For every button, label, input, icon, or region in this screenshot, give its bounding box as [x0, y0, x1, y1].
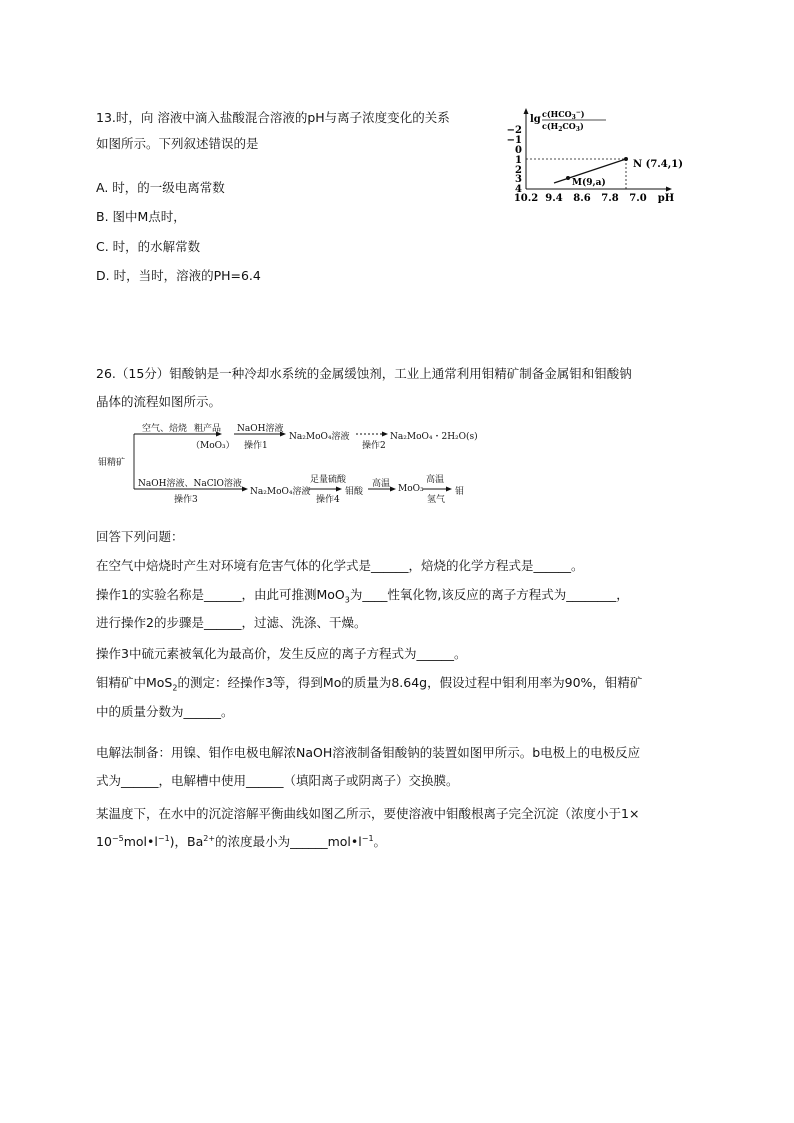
point-m-label: M(9,a)	[572, 178, 606, 188]
ylabel-numerator: $c(HCO_3^-)$	[542, 109, 585, 121]
sub-question-4: 钼精矿中MoS$_2$的测定：经操作3等，得到Mo的质量为8.64g，假设过程中钼利用率为90%，钼精矿	[96, 675, 643, 693]
y-tick-labels	[507, 125, 522, 195]
flow-heat1: 高温	[372, 479, 391, 489]
y-tick: −1	[506, 135, 522, 146]
sub-question-1: 在空气中焙烧时产生对环境有危害气体的化学式是______，焙烧的化学方程式是______。	[96, 558, 584, 573]
flow-acid-label: 足量硫酸	[310, 475, 347, 485]
y-tick: 0	[515, 145, 522, 156]
flow-molyacid: 钼酸	[345, 487, 364, 497]
answer-intro: 回答下列问题：	[96, 529, 184, 544]
q26-stem-line1: 26.（15分）钼酸钠是一种冷却水系统的金属缓蚀剂，工业上通常利用钼精矿制备金属钼和钼酸钠	[96, 366, 632, 381]
x-tick: 8.6	[573, 193, 591, 204]
x-tick: 7.0	[629, 193, 647, 204]
flow-bottom-arrow-label: NaOH溶液、NaClO溶液	[138, 479, 242, 489]
flow-solution1: Na₂MoO₄溶液	[289, 432, 350, 442]
y-tick: −2	[506, 125, 522, 136]
x-tick: 9.4	[545, 193, 563, 204]
flow-ore: 钼精矿	[98, 458, 126, 468]
op2-arrow-head	[382, 432, 388, 437]
flow-op3: 操作3	[174, 495, 198, 505]
ylabel-denominator: $c(H_2CO_3)$	[542, 121, 584, 133]
sub-question-2: 操作1的实验名称是______，由此可推测MoO$_3$为____性氧化物,该反应的离子方程式为________，	[96, 587, 629, 605]
sub-question-6-cont: $10^{-5}mol•l^{-1}$)，$Ba^{2+}$的浓度最小为$\_\_\_\_\_\_mol•l^{-1}$。	[96, 833, 387, 849]
sub-question-2-cont: 进行操作2的步骤是______，过滤、洗涤、干燥。	[96, 615, 367, 630]
point-m	[566, 176, 570, 180]
flow-mo: 钼	[455, 487, 465, 497]
q13-option-a: A. 时，的一级电离常数	[96, 180, 225, 195]
sub-question-4-cont: 中的质量分数为______。	[96, 704, 234, 719]
point-n	[624, 157, 628, 161]
flow-diagram	[96, 418, 496, 508]
q13-chart	[500, 104, 700, 208]
q13-option-c: C. 时，的水解常数	[96, 239, 201, 254]
q13-figure	[500, 104, 700, 208]
sub-question-3: 操作3中硫元素被氧化为最高价，发生反应的离子方程式为______。	[96, 646, 467, 661]
bottom-arrow-head	[242, 487, 248, 492]
flow-top-arrow-label: 空气、焙烧	[142, 424, 188, 434]
x-tick-labels	[514, 193, 674, 204]
x-tick: 7.8	[601, 193, 619, 204]
sub-question-6: 某温度下，在水中的沉淀溶解平衡曲线如图乙所示，要使溶液中钼酸根离子完全沉淀（浓度小于1×	[96, 806, 640, 821]
flow-moo3: MoO₃	[398, 484, 424, 494]
flow-op4: 操作4	[316, 495, 340, 505]
flow-crude-sub: （MoO₃）	[191, 441, 235, 451]
y-tick: 3	[515, 174, 522, 185]
ylabel-prefix: lg	[530, 114, 541, 125]
heat2-arrow-head	[446, 487, 452, 492]
flow-solution2: Na₂MoO₄溶液	[250, 487, 311, 497]
y-tick: 4	[515, 184, 522, 195]
y-tick: 1	[515, 155, 522, 166]
flow-op2: 操作2	[362, 441, 386, 451]
flow-naoh-label: NaOH溶液	[237, 424, 284, 434]
flow-crude-label: 粗产品	[194, 424, 222, 434]
flow-op1: 操作1	[244, 441, 268, 451]
sub-question-5-cont: 式为______，电解槽中使用______（填阳离子或阴离子）交换膜。	[96, 773, 459, 788]
x-tick: 10.2	[513, 193, 539, 204]
q13-option-b: B. 图中M点时，	[96, 209, 186, 224]
x-axis-arrow	[666, 187, 672, 192]
y-tick: 2	[515, 165, 522, 176]
y-axis-arrow	[524, 108, 529, 114]
point-n-label: N (7.4,1)	[633, 159, 683, 170]
flow-h2: 氢气	[427, 495, 446, 505]
sub-question-5: 电解法制备：用镍、钼作电极电解浓NaOH溶液制备钼酸钠的装置如图甲所示。b电极上的电极反应	[96, 745, 641, 760]
q13-stem-line1: 13.时，向 溶液中滴入盐酸混合溶液的pH与离子浓度变化的关系	[96, 110, 450, 125]
q13-stem-line2: 如图所示。下列叙述错误的是	[96, 136, 259, 151]
flow-heat2: 高温	[426, 475, 445, 485]
acid-arrow-head	[336, 487, 342, 492]
flow-crystal: Na₂MoO₄・2H₂O(s)	[390, 432, 478, 442]
q26-stem-line2: 晶体的流程如图所示。	[96, 394, 222, 409]
x-axis-label: pH	[657, 193, 675, 204]
q13-option-d: D. 时，当时，溶液的PH=6.4	[96, 268, 261, 283]
heat1-arrow-head	[390, 487, 396, 492]
